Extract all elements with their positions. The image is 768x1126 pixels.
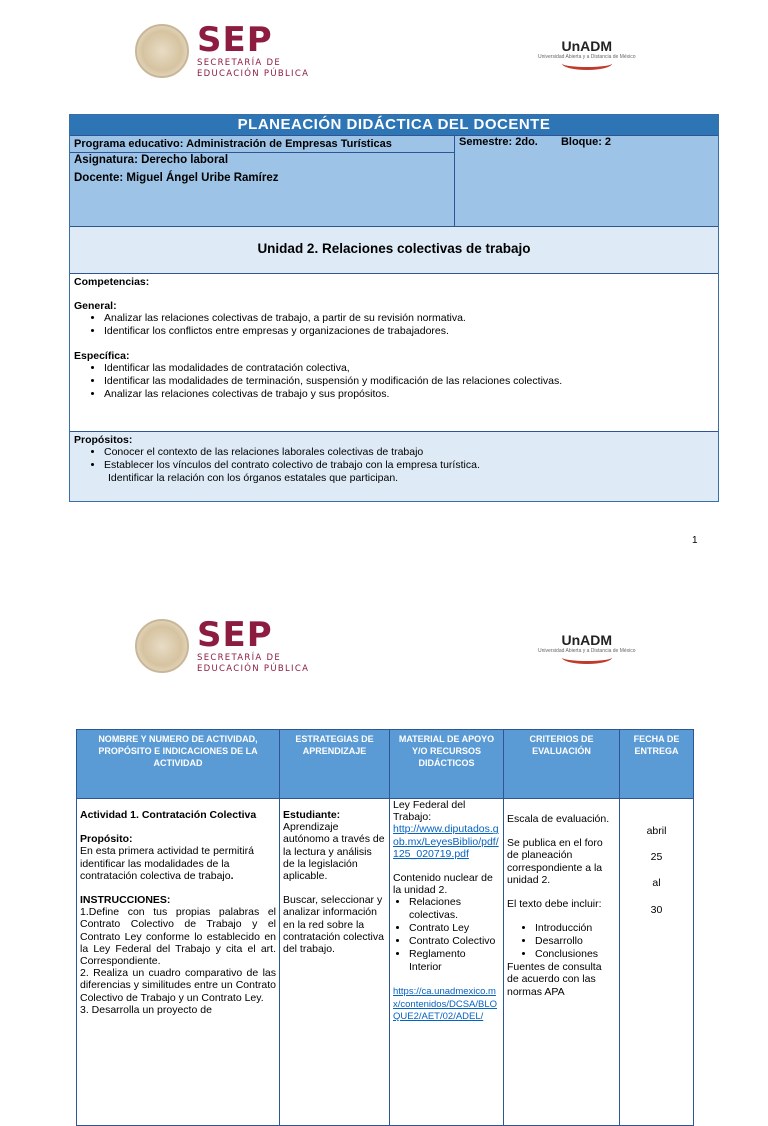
general-item: • Analizar las relaciones colectivas de trabajo, a partir de su revisión normativa. [104,312,714,325]
column-header: CRITERIOS DE EVALUACIÓN [504,730,620,799]
fecha-cell [620,799,694,1126]
bloque-label: Bloque: 2 [560,136,612,148]
sep-logo-word: SEP [197,615,273,655]
proposito-item: • Conocer el contexto de las relaciones laborales colectivas de trabajo [104,446,714,459]
criterio-4: Fuentes de consulta de acuerdo con las normas APA [507,961,602,998]
asignatura-label: Asignatura: Derecho laboral [70,152,454,166]
sep-logo [135,22,309,80]
unadm-logo [538,38,636,70]
instruccion-2: 2. Realiza un cuadro comparativo de las diferencias y similitudes entre un Contrato Colectivo de Trabajo y un Contrato Ley. [80,967,276,1004]
criterio-3: El texto debe incluir: [507,898,602,911]
unadm-swoosh-icon [562,57,612,70]
material-item: • Relaciones colectivas. [409,896,500,922]
criterio-item: • Introducción [535,922,616,935]
competencias-label: Competencias: [74,276,150,288]
competencias-section [70,273,718,431]
proposito-extra: Identificar la relación con los órganos estatales que participan. [108,472,399,484]
criterios-cell [504,799,620,1126]
unadm-logo-word: UnADM [561,38,613,54]
general-item: • Identificar los conflictos entre empresas y organizaciones de trabajadores. [104,325,714,338]
sep-logo-sub1: SECRETARÍA DE [197,653,282,663]
semestre-label: Semestre: 2do. [459,136,538,148]
especifica-label: Específica: [74,350,130,362]
propositos-section [70,431,718,501]
mexico-seal-icon [135,619,189,673]
unadm-logo [538,632,636,664]
general-label: General: [74,300,117,312]
criterio-1: Escala de evaluación. [507,813,610,825]
material-item: • Contrato Colectivo [409,935,500,948]
material-item: • Contrato Ley [409,922,500,935]
column-header: NOMBRE Y NUMERO DE ACTIVIDAD, PROPÓSITO E INDICACIONES DE LA ACTIVIDAD [77,730,280,799]
propositos-label: Propósitos: [74,434,133,446]
actividad-cell [77,799,280,1126]
actividad-title: Actividad 1. Contratación Colectiva [80,809,257,821]
unadm-logo-sub: Universidad Abierta y a Distancia de México [538,54,636,60]
criterio-item: • Conclusiones [535,948,616,961]
unadm-swoosh-icon [562,651,612,664]
material-1: Ley Federal del Trabajo: [393,799,466,824]
material-item: • Reglamento Interior [409,948,500,974]
unadm-content-link[interactable]: https://ca.unadmexico.mx/contenidos/DCSA/BLOQUE2/AET/02/ADEL/ [393,986,498,1022]
material-cell [390,799,504,1126]
fecha-text: 30 [650,903,663,916]
fecha-text: al [652,877,661,890]
sep-logo-sub2: EDUCACIÓN PÚBLICA [197,664,310,674]
programa-label: Programa educativo: Administración de Empresas Turísticas [74,138,392,150]
column-header: FECHA DE ENTREGA [620,730,694,799]
estrategia-2: Buscar, seleccionar y analizar información en la red sobre la contratación colectiva del trabajo. [283,894,384,956]
proposito-item: • Establecer los vínculos del contrato colectivo de trabajo con la empresa turística. [104,459,714,472]
especifica-item: • Identificar las modalidades de contratación colectiva, [104,362,714,375]
proposito-label: Propósito: [80,833,133,846]
unadm-logo-sub: Universidad Abierta y a Distancia de México [538,648,636,654]
instruccion-3: 3. Desarrolla un proyecto de [80,1003,212,1016]
especifica-item: • Analizar las relaciones colectivas de trabajo y sus propósitos. [104,388,714,401]
info-section [70,135,718,226]
material-2: Contenido nuclear de la unidad 2. [393,872,493,897]
instruccion-1: 1.Define con tus propias palabras el Contrato Colectivo de Trabajo y el Contrato Ley conforme lo establecido en la Ley Federal del Trabajo y cita el art. Correspondiente. [80,906,276,968]
table-header-row [77,730,694,799]
planeacion-table [69,114,719,502]
page-number: 1 [692,535,698,546]
mexico-seal-icon [135,24,189,78]
activities-table [76,729,694,1126]
instrucciones-label: INSTRUCCIONES: [80,894,171,907]
criterio-2: Se publica en el foro de planeación correspondiente a la unidad 2. [507,837,603,886]
sep-logo [135,617,309,675]
estrategia-1: Aprendizaje autónomo a través de la lectura y análisis de la legislación aplicable. [283,821,385,883]
table-row [77,799,694,1126]
unadm-logo-word: UnADM [561,632,613,648]
sep-logo-sub1: SECRETARÍA DE [197,58,282,68]
estudiante-label: Estudiante: [283,809,341,821]
column-header: MATERIAL DE APOYO Y/O RECURSOS DIDÁCTICOS [390,730,504,799]
unidad-title: Unidad 2. Relaciones colectivas de trabajo [70,226,718,273]
criterio-item: • Desarrollo [535,935,616,948]
ley-federal-link[interactable]: http://www.diputados.gob.mx/LeyesBiblio/pdf/125_020719.pdf [393,823,499,860]
estrategias-cell [280,799,390,1126]
proposito-text: En esta primera actividad te permitirá identificar las modalidades de la contratación colectiva de trabajo. [80,845,254,882]
especifica-item: • Identificar las modalidades de terminación, suspensión y modificación de las relaciones colectivas. [104,375,714,388]
column-header: ESTRATEGIAS DE APRENDIZAJE [280,730,390,799]
fecha-text: abril [646,825,667,837]
sep-logo-sub2: EDUCACIÓN PÚBLICA [197,69,310,79]
sep-logo-word: SEP [197,20,273,60]
page-title: PLANEACIÓN DIDÁCTICA DEL DOCENTE [70,115,718,135]
docente-label: Docente: Miguel Ángel Uribe Ramírez [74,172,279,184]
fecha-text: 25 [650,851,663,864]
